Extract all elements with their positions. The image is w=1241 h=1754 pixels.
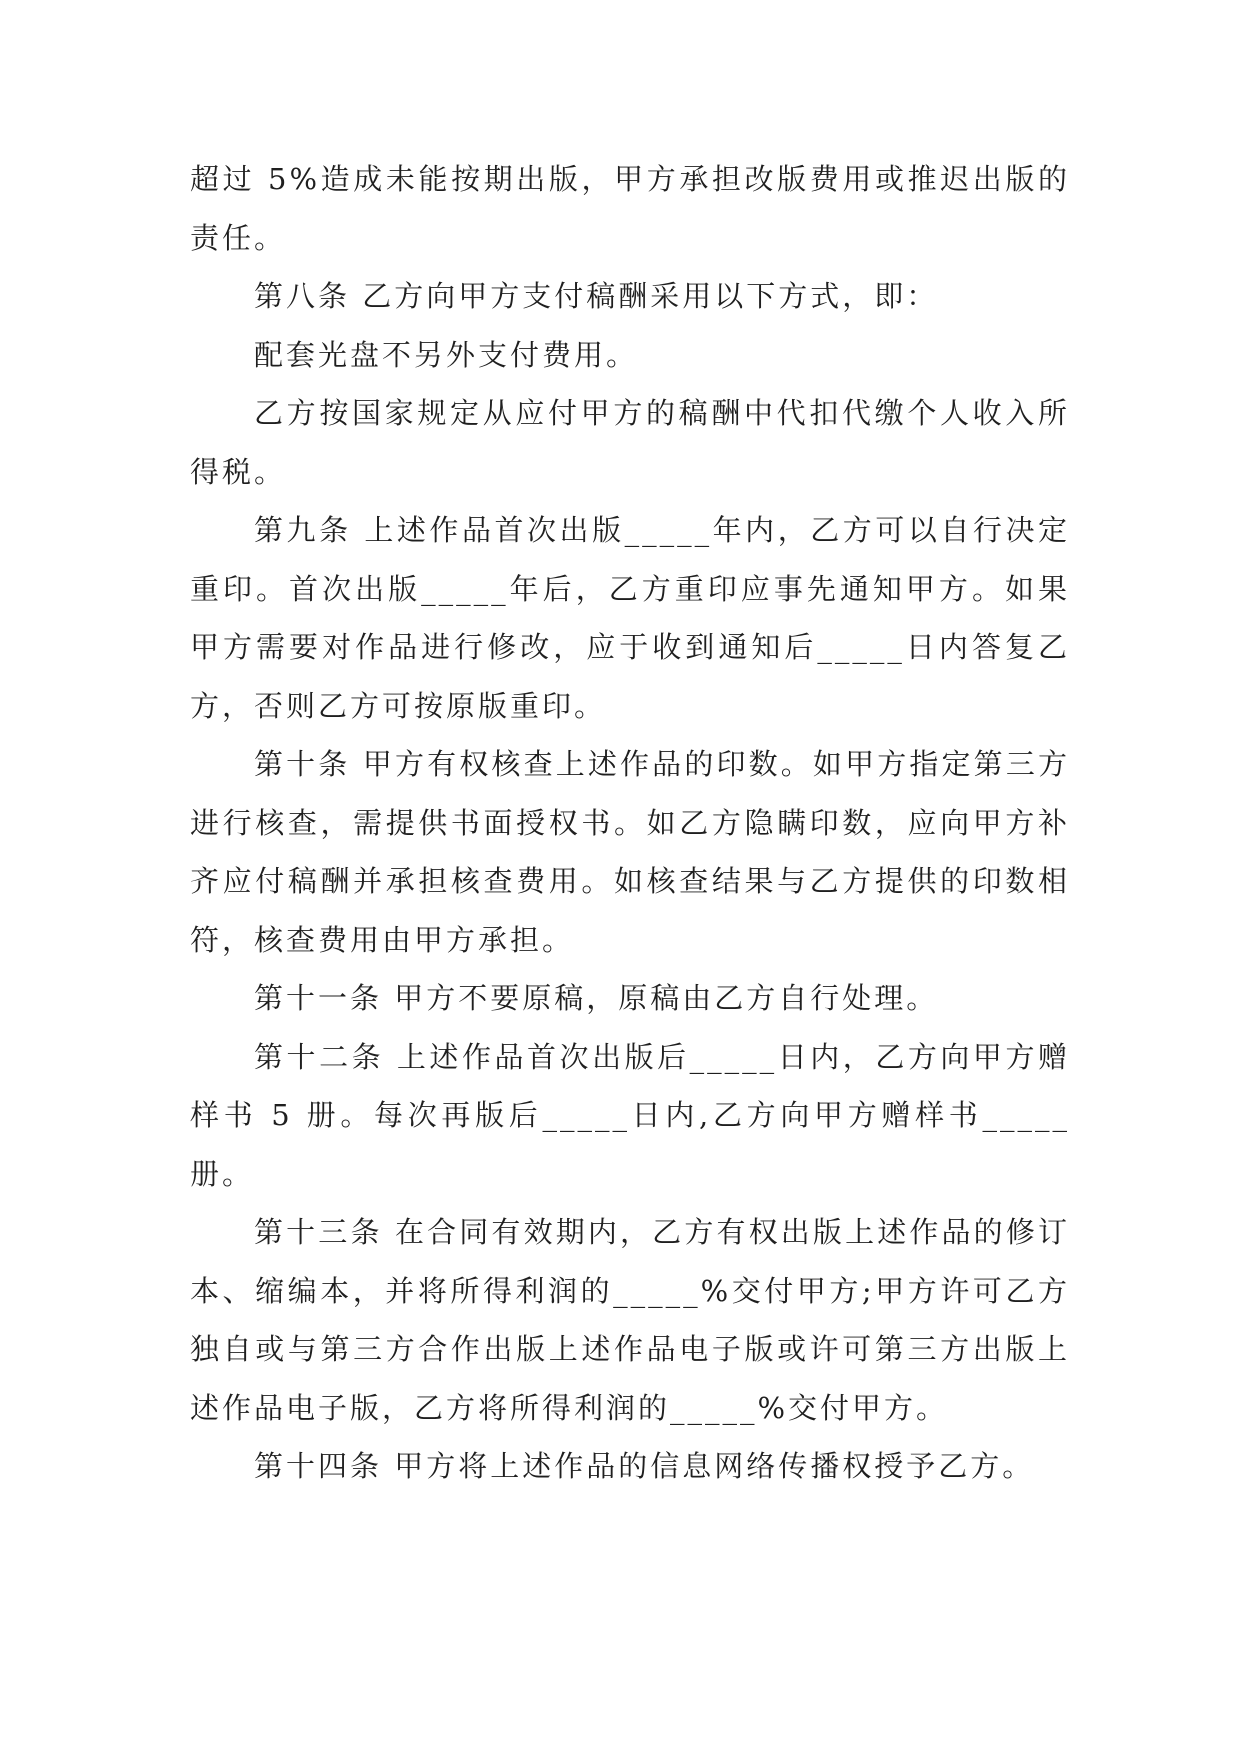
paragraph-article-14: 第十四条 甲方将上述作品的信息网络传播权授予乙方。 (254, 1449, 1035, 1483)
paragraph-article-11: 第十一条 甲方不要原稿，原稿由乙方自行处理。 (254, 981, 939, 1015)
paragraph-income-tax: 乙方按国家规定从应付甲方的稿酬中代扣代缴个人收入所得税。 (190, 396, 1070, 489)
paragraph-article-8: 第八条 乙方向甲方支付稿酬采用以下方式，即： (254, 279, 939, 313)
paragraph-article-13: 第十三条 在合同有效期内，乙方有权出版上述作品的修订本、缩编本，并将所得利润的_____%交付甲方;甲方许可乙方独自或与第三方合作出版上述作品电子版或许可第三方出版上述作品电子版，乙方将所得利润的_____%交付甲方。 (190, 1215, 1070, 1425)
paragraph-article-12: 第十二条 上述作品首次出版后_____日内，乙方向甲方赠样书 5 册。每次再版后_____日内,乙方向甲方赠样书_____册。 (190, 1039, 1070, 1191)
paragraph-cd-no-fee: 配套光盘不另外支付费用。 (254, 337, 639, 372)
paragraph-delay-liability: 超过 5%造成未能按期出版，甲方承担改版费用或推迟出版的责任。 (190, 162, 1070, 255)
paragraph-article-10: 第十条 甲方有权核查上述作品的印数。如甲方指定第三方进行核查，需提供书面授权书。如乙方隐瞒印数，应向甲方补齐应付稿酬并承担核查费用。如核查结果与乙方提供的印数相符，核查费用由甲方承担。 (190, 747, 1070, 957)
contract-body (190, 150, 1070, 1496)
paragraph-article-9: 第九条 上述作品首次出版_____年内，乙方可以自行决定重印。首次出版_____年后，乙方重印应事先通知甲方。如果甲方需要对作品进行修改，应于收到通知后_____日内答复乙方，否则乙方可按原版重印。 (190, 513, 1070, 723)
